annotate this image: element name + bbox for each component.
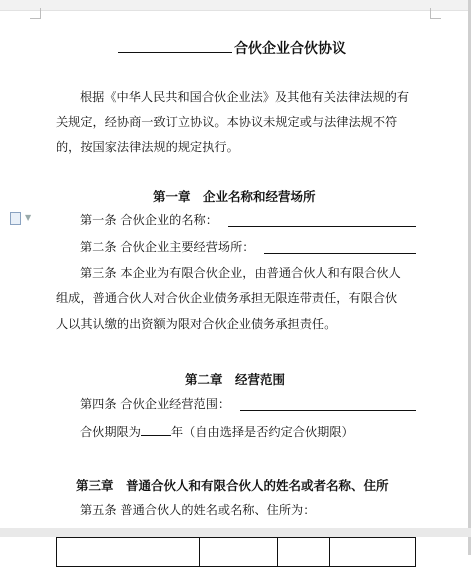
table-cell[interactable] [278, 538, 330, 567]
article-1: 第一条 合伙企业的名称： [80, 213, 218, 227]
document-outline-icon[interactable] [10, 212, 34, 226]
document-icon [10, 212, 21, 225]
general-partner-table [56, 537, 416, 567]
term-line [80, 424, 354, 439]
page-break [0, 528, 471, 537]
intro-line-1: 根据《中华人民共和国合伙企业法》及其他有关法律法规的有 [80, 90, 410, 104]
title-name-blank[interactable] [118, 40, 232, 53]
document-title [118, 38, 346, 58]
table-row [57, 538, 416, 567]
page-top-margin [0, 0, 471, 11]
title-text: 合伙企业合伙协议 [234, 41, 346, 57]
intro-line-2: 关规定，经协商一致订立协议。本协议未规定或与法律法规不符 [56, 115, 398, 129]
term-prefix: 合伙期限为 [80, 425, 141, 439]
article-5: 第五条 普通合伙人的姓名或名称、住所为： [80, 503, 316, 517]
article-2-blank[interactable] [264, 253, 416, 254]
article-3-line-3: 人以其认缴的出资额为限对合伙企业债务承担责任。 [56, 317, 337, 331]
term-suffix: 年（自由选择是否约定合伙期限） [170, 425, 354, 439]
margin-corner-top-right [430, 8, 441, 19]
chevron-down-icon: ▼ [25, 213, 32, 222]
chapter-1-heading: 第一章 企业名称和经营场所 [153, 189, 316, 204]
table-cell[interactable] [330, 538, 416, 567]
table-cell[interactable] [57, 538, 200, 567]
chapter-3-heading: 第三章 普通合伙人和有限合伙人的姓名或者名称、住所 [76, 478, 389, 493]
article-2: 第二条 合伙企业主要经营场所： [80, 240, 255, 254]
article-3-line-1: 第三条 本企业为有限合伙企业，由普通合伙人和有限合伙人 [80, 266, 401, 280]
article-4: 第四条 合伙企业经营范围： [80, 397, 231, 411]
margin-corner-top-left [30, 8, 41, 19]
term-years-blank[interactable] [141, 424, 171, 436]
table-cell[interactable] [200, 538, 278, 567]
intro-line-3: 的，按国家法律法规的规定执行。 [56, 140, 239, 154]
chapter-2-heading: 第二章 经营范围 [185, 372, 286, 387]
article-1-blank[interactable] [228, 226, 416, 227]
article-4-blank[interactable] [240, 410, 416, 411]
article-3-line-2: 组成，普通合伙人对合伙企业债务承担无限连带责任，有限合伙 [56, 291, 398, 305]
